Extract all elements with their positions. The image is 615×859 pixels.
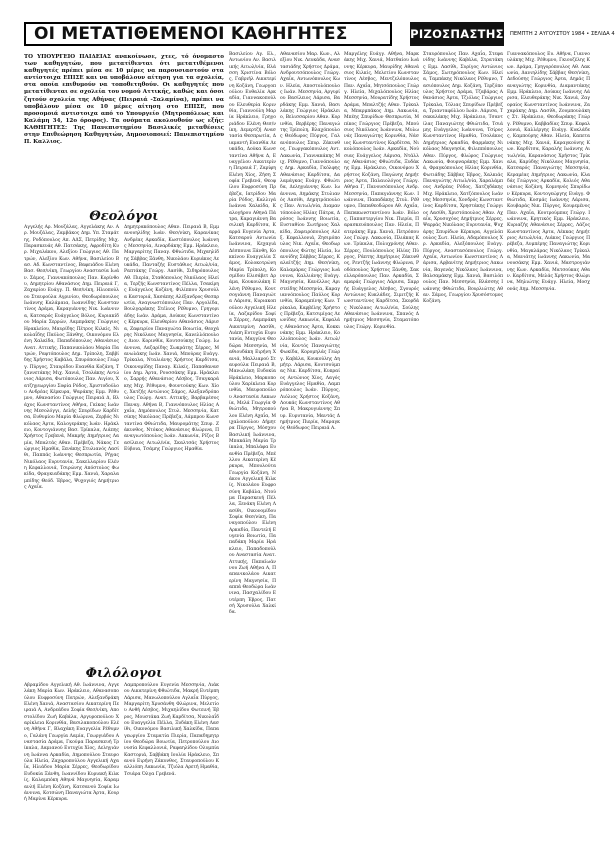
column-5 [344, 52, 419, 852]
name-list: Αγγελής Αρ. Μουζάλας, Αγγελάκης Αν. Αρ. Μουζάλας, Ζαμβάκος Δημ. Υπ. Σταμάτης, Ροδόπουλος Απ. ΑΔΣ, Πετρίδης Μιχ. Παρασκευάς Αθ. Πατσάκης, Αφροδίτη Κυρ. Μιχαλάκου, Αλεξίου Γεώργιος Αθ. Πατρών, Αλεξίου Κων. Αθήνα, Βασιλείου Βασ. Αδ. Κωνσταντίνος, Βαφειάδου Ελένη Βασ. Θεσ/νίκη, Γεωργίου Αναστασία Ιωάν. Σάμος, Γιαννακόπουλος Παν. Κορίνθου, Δημητρίου Αθανάσιος Δημ. Πειραιά Γ, Ζαχαρίου Ευάγγ. Π. Θεσ/νίκη, Ηλιοπούλου Σταυρούλα Αγρινίου, Θεοδωρόπουλος Ιωάννης Καλάμαια, Ιωαννίδης Κωνσταντίνος Δράμα, Καραγιάννης Νικ. Ιωάννινα, Κατσαρός Ευάγγελος Βόλος, Κυριακίδου Μαρία Σερρών, Λαμπράκης Γεώργιος Ηρακλείου, Μαυρίδης Πέτρος Κιλκίς, Νικολαΐδης Παύλος Ξάνθης, Οικονόμου Ελένη Χαλκίδα, Παπαδόπουλος Αθανάσιος Ανατ. Αττικής, Παπανικολάου Μαρία Πατρών, Ραφτόπουλος Δημ. Τρίπολη, Σαββίδης Χρήστος Καβάλα, Σπυρόπουλος Γεώργ. Πύργος, Σταυρίδου Ευανθία Κοζάνη, Τζαννετάκης Μιχ. Χανιά, Τσολάκης Αντώνιος Λάρισα, Φωτόπουλος Παν. Αιγίου, Χατζηγεωργίου Σοφία Ρόδος, Χριστοδούλου Ανδρέας Κέρκυρα, Ψαράκης Εμμ. Ρέθυμνο, Αθανασίου Γεώργιος Πειραιά Δ, Βλάχος Κωνσταντίνος Αθήνα, Γκίκας Ιωάννης Μεσολόγγι, Δελής Σπυρίδων Καρδίτσα, Ευθυμίου Μαρία Φλώρινα, Ζερβός Νικόλαος Άρτα, Καλογεράκης Ιωάν. Ηράκλειο, Κοντογιάννης Βασ. Τρίκαλα, Λιάπης Χρήστος Γρεβενά, Μακρής Δημήτριος Λαμία, Μπαλτάς Αθαν. Πρέβεζα, Νάκος Γεώργιος Ημαθία, Ξενάκης Στυλιανός Λασίθι, Παππάς Ιωάννης Θεσπρωτία, Ρήγας Νικόλαος Ευρυτανία, Σακελλαρίου Ελένη Κεφαλλονιά, Τσιρώνης Απόστολος Φωκίδα, Φραγκιαδάκης Εμμ. Χανιά, Χαραλαμπίδης Θεόδ. Έβρος, Ψυχογιός Δημήτριος Αχαΐα. [24, 225, 120, 491]
name-list: Δημητρακόπουλος Αθαν. Πειραιά Β, Εμμανουηλίδης Ιωάν. Θεσ/νίκη, Καρανίκας Ανδρέας Αρκαδία, Κωστόπουλος Ιωάννης Μεσσηνία, Λιναρδάκης Εμμ. Ηράκλειο, Μαργαρίτης Παναγ. Φθιώτιδα, Μιχαηλίδης Σάββας Ξάνθη, Νικολάου Κυριάκος Λευκάδα, Πανταζής Ευστάθιος Αιτωλ/νία, Ραπτάκης Γεώργ. Λασίθι, Σιδηρόπουλος Αθ. Πιερία, Σταθόπουλος Νικόλαος Ηλεία, Τερζής Κωνσταντίνος Πέλλα, Τσακίρης Ευάγγελος Κοζάνη, Φιλίππου Χρυσούλα Καστοριά, Χασάπης Αλέξανδρος Θεσπρωτία, Αναγνωστόπουλος Παν. Αργολίδα, Βουλγαράκης Στέλιος Ρέθυμνο, Γρηγοριάδης Ιωάν. Δράμα, Δούκας Κωνσταντίνος Κέρκυρα, Ελευθερίου Αθανάσιος Λάρισα, Ζαφειρίου Παναγιώτα Βοιωτία, Θεοχάρης Νικόλαος Μαγνησία, Κανελλόπουλος Διον. Κορινθία, Κουτσούκης Γεώργ. Ιωάννινα, Λαζαρίδης Σωκράτης Σέρρες, Μανωλάκης Ιωάν. Χανιά, Μπούρας Ευάγγ. Τρίκαλα, Νταλιάνης Χρήστος Καρδίτσα, Οικονομίδης Παναγ. Κιλκίς, Παπαθανασίου Δημ. Άρτα, Ρουσσάκης Εμμ. Ηράκλειο, Σαρρής Αθανάσιος Λέσβος, Τσαγκαράκης Μιχ. Ρέθυμνο, Φουντούκης Κων. Χίος, Χατζής Αντώνιος Σάμος, Αλεξανδρόπουλος Γεώργ. Ανατ. Αττικής, Βαρβαρέσος Παναγ. Αθήνα Β, Γιαννόπουλος Ηλίας Αχαΐα, Δημόπουλος Στυλ. Μεσσηνία, Κατσίκης Νικόλαος Πρέβεζα, Λάμπρου Κωνσταντίνα Φθιώτιδα, Μαυρομάτης Σπυρ. Ζάκυνθος, Ντόκος Αθανάσιος Φλώρινα, Παναγιωτόπουλος Ιωάν. Λακωνία, Ρίζος Βασίλειος Αιτωλ/νία, Σκαλτσάς Χρήστος Εύβοια, Τσάμης Γεώργιος Ημαθία. [124, 225, 219, 453]
name-list: Αθανασίου Μαρ. Κων., Αλεξίου Νικ. Λευκάδα, Αναστασιάδης Χρήστος Δράμα, Ανδρουτσόπουλος Γεώργ. Αχαΐα, Αντωνόπουλος Κων. Ηλεία, Αποστολόπουλος Ιωάν. Μεσσηνία, Αργυρίου Βασίλειος Λάρισα, Βαρδάκης Εμμ. Χανιά, Βασιλάκης Γεώργιος Ηράκλειο, Βελισσαρίου Αθαν. Κορινθία, Βερβέρης Παναγιώτης Τρίπολη, Βλαχόπουλος Θεόδωρος Πύργος, Γαλανόπουλος Σπυρ. Ζάκυνθος, Γεωργακόπουλος Αντ. Λακωνία, Γιαννακάκης Μιχ. Ρέθυμνο, Γιαννόπουλος Δημ. Αρκαδία, Γκόλφης Αθανάσιος Καρδίτσα, Δαλαμάγκας Ευάγγ. Φθιώτιδα, Δεληγιάννης Κων. Ιωάννινα, Δημάκης Στυλιανός Λασίθι, Δημητρόπουλος Παν. Αιτωλ/νία, Διαμαντόπουλος Ηλίας Πάτρα, Δρόσος Ιωάννης Βοιωτία, Ευσταθίου Σωτήριος Χαλκίδα, Ζαφειρόπουλος Αλέξ. Κεφαλλονιά, Ζησιμόπουλος Νικ. Αχαΐα, Θεοδωρόπουλος Φώτης Ηλεία, Ιωαννίδης Σάββας Σέρρες, Καλαϊτζής Δημ. Θεσ/νίκη, Καλαμάρας Γεώργιος Ιωάννινα, Καλλιάνης Ευάγγ. Μαγνησία, Κανέλλος Αριστείδης Μεσσηνία, Καραγιαννόπουλος Παύλος Κορινθία, Καραμπίνης Κων. Τρίκαλα, Καρβέλης Χρήστος Πρέβεζα, Κατσιμίγας Λεωνίδας Λακωνία, Κεφαλάς Αθανάσιος Άρτα, Κοκκινάκης Εμμ. Ηράκλειο, Κολλιόπουλος Ιωάν. Αιτωλ/νία, Κοντός Παναγιώτης Φωκίδα, Κορομηλάς Γεώργ. Καβάλα, Κουκούλης Δημήτρ. Λάρισα, Κουτσούμπας Νικ. Καρδίτσα, Κυπραίος Αντώνιος Χίος, Λαγός Ευάγγελος Ημαθία, Λαμπρόπουλος Ιωάν. Πύργος, Λιόλιος Χρήστος Κοζάνη, Λουκάς Κωνσταντίνος Αθήνα Β, Μακρυγιάννης Σπυρ. Ευρυτανία, Μαντάς Δημήτριος Πιερία, Μαραγκός Θεόδωρος Πειραιά Α. [280, 52, 340, 432]
name-list: Μαργέλης Ευάγγ. Αθήνα, Μαρκάκης Μιχ. Χανιά, Ματθαίου Ιωάννης Κέρκυρα, Μαυρίδης Αθανάσιος Κιλκίς, Μελετίου Κωνσταντίνος Λέσβος, Μεντζελόπουλος Παν. Αχαΐα, Μητσόπουλος Γεώργ. Ηλεία, Μιχαλόπουλος Ηλίας Μεσσηνία, Μουρατίδης Χρήστος Δράμα, Μπαλτζής Αθαν. Τρίκαλα, Μπαρμπάκος Δημ. Λακωνία, Μπέης Σπυρίδων Θεσπρωτία, Μπίκος Γεώργιος Πρέβεζα, Μπούσιος Νικόλαος Ιωάννινα, Μυλωνάς Παναγιώτης Κορινθία, Νάσιος Κωνσταντίνος Καρδίτσα, Νικολόπουλος Ιωάν. Αρκαδία, Νούσιας Ευάγγελος Λάρισα, Ντάλλας Αθανάσιος Φθιώτιδα, Ξυδάκης Εμμ. Ηράκλειο, Οικονόμου Χρήστος Κοζάνη, Παγώνης Δημήτριος Άρτα, Παλαιολόγος Γεώργ. Αθήνα Γ, Πανουσόπουλος Ανδρ. Μεσσηνία, Παπαγιάννης Κων. Ιωάννινα, Παπαδάκης Στυλ. Ρέθυμνο, Παπαθεοδώρου Αθ. Αχαΐα, Παπακωνσταντίνου Ιωάν. Βόλος, Παπαστεργίου Νικ. Πιερία, Παρασκευόπουλος Παν. Ηλεία, Πατεράκης Εμμ. Χανιά, Πετρόπουλος Γεώργ. Λακωνία, Πλιάκας Κων. Τρίκαλα, Πολυχρόνης Αθαν. Σέρρες, Πουλόπουλος Ηλίας Πύργος, Ράπτης Δημήτριος Ζάκυνθος, Ρεντζής Ιωάννης Φλώρινα, Ροδόπουλος Χρήστος Ξάνθη, Σακελλαρόπουλος Παν. Αρκαδία, Σαμαράς Γεώργιος Λάρισα, Σαρρής Ευάγγελος Λέσβος, Σγουρός Αντώνιος Κυκλάδες, Σιμιτζής Κωνσταντίνος Καρδίτσα, Σκορδάς Νικόλαος Αιτωλ/νία, Σούλης Αθανάσιος Ιωάννινα, Σπανός Δημήτριος Μεσσηνία, Σταματόπουλος Γεώργ. Κορινθία. [344, 52, 419, 330]
column-1-upper [24, 225, 119, 653]
issue-date-page: ΠΕΜΠΤΗ 2 ΑΥΓΟΥΣΤΟΥ 1984 • ΣΕΛΙΔΑ 4 [510, 31, 615, 37]
newspaper-masthead: ΡΙΖΟΣΠΑΣΤΗΣ [410, 22, 504, 46]
page-header [24, 22, 615, 46]
name-list: Βασιλείου Αγ. Ελ., Αντωνίου Αν. Βασιλικής Αιτωλ/νία, Βλάσση Χριστίνα Βόλος, Γαβριήλ Αικατερίνη Κοζάνη, Γεωργοπούλου Ευθαλία Αρκαδία, Γιαννακοπούλου Ελευθερία Κορινθία, Γιαννούλη Μαρία Ηράκλειο, Γρηγοριάδου Ελένη Θεσ/νίκη, Δεμερτζή Αναστασία Θεσπρωτία, Διαμαντή Ευανθία Λευκάδα, Δούκα Κωνσταντίνα Αθήνα Δ, Ευαγγέλου Αικατερίνη Πειραιά Γ, Ζαρίφη Ελένη Χίος, Ζήση Σοφία Γρεβενά, Θεοφίλου Ευφροσύνη Πρέβεζα, Ιατρίδου Μαρία Ρόδος, Καλλιγά Ιωάννα Χαλκίδα, Καλογήρου Αθηνά Πάτρα, Καραγιάννη Βασιλική Καρδίτσα, Καρρά Ευγενία Άρτα, Κατσαρού Αντωνία Ιωάννινα, Κεχαγιά Δέσποινα Ξάνθη, Κοκκίνου Ευαγγελία Σάμος, Κολοκοτρώνη Μαρία Τρίπολη, Κοσμίδου Ελισάβετ Δράμα, Κουκουλάκη Ελένη Ρέθυμνο, Κουτσογιάννη Παναγιώτα Λάρισα, Κυριακοπούλου Αγγελική Ηλεία, Λαζαρίδου Σοφία Σέρρες, Λαμπράκη Αικατερίνη Λασίθι, Λιάπη Ευτυχία Ευρυτανία, Μαγγίνα Θεοδώρα Μεσσηνία, Μαθιουδάκη Ειρήνη Χανιά, Μαλλιαρού Σταυρούλα Πειραιά Β, Μανωλάκη Ευδοκία Ηράκλειο, Μαρκοπούλου Χαρίκλεια Κορινθία, Μαυροπούλου Αναστασία Λακωνία, Μελά Γεωργία Φθιώτιδα, Μητροπούλου Ελένη Αχαΐα, Μιχαλοπούλου Δήμητρα Πύργος, Μόσχου Βασιλική Ιωάννινα, Μπακάλη Μαρία Τρίκαλα, Μπαλάφα Ευανθία Πρέβεζα, Μπέλλου Αικατερίνη Κέρκυρα, Μπουλούτα Γεωργία Κοζάνη, Νάκου Αγγελική Κιλκίς, Νικολάου Ευφροσύνη Καβάλα, Ντούμα Παρασκευή Πέλλα, Ξενάκη Ελένη Λασίθι, Οικονομίδου Σοφία Θεσ/νίκη, Παναγοπούλου Ελένη Αρκαδία, Παντελή Ευγενία Βοιωτία, Παπαδάκη Μαρία Ηράκλειο, Παπαδοπούλου Αναστασία Ανατ. Αττικής, Παπαϊωάννου Ζωή Αθήνα Α, Παπανικολάου Αικατερίνη Μαγνησία, Παππά Θεοδώρα Ιωάννινα, Πασχαλίδου Ευτέρπη Έβρος, Πατσή Χρυσούλα Χαλκίδα. [229, 52, 276, 616]
name-list: Γιαννακόπουλος Ευ. Αθήνα, Γιαννουλάκης Μιχ. Ρέθυμνο, Γκιουζέλης Κων. Δράμα, Γρηγορόπουλος Αθ. Λακωνία, Δανιηλίδης Σάββας Θεσ/νίκη, Δεδούσης Γεώργιος Άρτα, Δημάς Παναγιώτης Κορινθία, Διαμαντάκης Εμμ. Ηράκλειο, Δούκας Ιωάννης Λάρισα, Ελευθεράκης Νικ. Χανιά, Ζαγοραίος Κωνσταντίνος Ιωάννινα, Ζαχαράκης Δημ. Λασίθι, Ζουμπουλάκης Στ. Ηράκλειο, Θεοδωράκης Γεώργ. Ρέθυμνο, Καββαδίας Σπυρ. Κεφαλλονιά, Καλλέργης Ευάγγ. Κυκλάδες, Καμπούρης Αθαν. Ηλεία, Καπετανάκης Μιχ. Χανιά, Καραγκούνης Κων. Καρδίτσα, Καραλής Ιωάννης Αιτωλ/νία, Καρανάσιος Χρήστος Τρίκαλα, Καρύδης Νικόλαος Μαγνησία, Κατσαρός Παναγιώτης Μεσσηνία, Κεραμέας Δημήτριος Λακωνία, Κλαδάς Γεώργιος Αρκαδία, Κολιός Αθανάσιος Κοζάνη, Κομνηνός Σπυρίδων Κέρκυρα, Κοντογεώργης Ευάγγ. Φθιώτιδα, Κοσμάς Ιωάννης Λάρισα, Κουβαράς Νικ. Πύργος, Κουρεμένος Παν. Αχαΐα, Κουτρούμπας Γεώργ. Ιωάννινα, Κρητικός Εμμ. Ηράκλειο, Κυριαζής Αθανάσιος Σέρρες, Λάζος Κωνσταντίνος Άρτα, Λέκκας Δημήτριος Αιτωλ/νία, Λιάκος Γεώργιος Πρέβεζα, Λυμπέρης Παναγιώτης Κορινθία, Μαγκλάρας Νικόλαος Τρίκαλα, Μανιάτης Ιωάννης Λακωνία, Μανουσάκης Εμμ. Χανιά, Μαστρογιάννης Κων. Αρκαδία, Ματσούκας Αθαν. Καρδίτσα, Μελάς Χρήστος Φλώρινα, Μηλιώτης Ευάγγ. Ηλεία, Μοσχονάς Δημ. Μεσσηνία. [507, 52, 590, 292]
article-headline: ΟΙ ΜΕΤΑΤΙΘΕΜΕΝΟΙ ΚΑΘΗΓΗΤΕΣ [24, 22, 392, 46]
name-list: Αβραμίδου Αγγελική Αθ. Ιωάννινα, Αγγελάκη Μαρία Κων. Ηράκλειο, Αθανασοπούλου Ευφροσύνη Πατρών, Αλεξανδράκη Ελένη Χανιά, Αναστασίου Αικατερίνη Πειραιά Α, Ανδρεάδου Σοφία Θεσ/νίκη, Αποστολίδου Ζωή Καβάλα, Αργυροπούλου Χαρίκλεια Κορινθία, Βασιλακοπούλου Ελένη Αθήνα Γ, Βλαχάκη Ευαγγελία Ρέθυμνο, Γαλάνη Γεωργία Λαμία, Γεωργιάδου Αναστασία Δράμα, Γκούμα Παρασκευή Τρίκαλα, Δαμιανού Ευτυχία Χίος, Δεληγιάννη Ιωάννα Αρκαδία, Δημοπούλου Σταυρούλα Ηλεία, Ζαχαροπούλου Αγγελική Αχαΐα, Ηλιάδου Μαρία Σέρρες, Θεοδωρίδου Ευδοκία Ξάνθη, Ιωαννίδου Κυριακή Κιλκίς, Καλαμπόκη Αθηνά Μαγνησία, Καραμανλή Ελένη Κοζάνη, Κατσανού Σοφία Ιωάννινα, Κοτσώνη Παναγιώτα Άρτα, Κουρή Μαρίνα Κέρκυρα. [24, 683, 119, 803]
column-7 [507, 52, 590, 852]
name-list: Λαμπροπούλου Ευγενία Μεσσηνία, Λιάκου Αικατερίνη Φθιώτιδα, Μακρή Ευτέρπη Λάρισα, Μανωλοπούλου Αγλαΐα Πύργος, Μαργαρίτη Χρυσάνθη Φλώρινα, Μελετίου Ανθή Λέσβος, Μιχαηλίδου Φωτεινή Έβρος, Μουστάκα Ζωή Καρδίτσα, Νικολαΐδου Ευαγγελία Πέλλα, Ξυδάκη Ελένη Λασίθι, Οικονόμου Βασιλική Χαλκίδα, Παπαγεωργίου Σταματία Πιερία, Παπαδημητρίου Θεοδώρα Βοιωτία, Πετροπούλου Διονυσία Κεφαλλονιά, Ραφαηλίδου Ολυμπία Καστοριά, Σαββάκη Ιουλία Ηράκλειο, Σπανού Ειρήνη Ζάκυνθος, Σταυροπούλου Καλλιόπη Λακωνία, Τζιόλα Αρετή Ημαθία, Τσιάρα Όλγα Γρεβενά. [124, 683, 219, 777]
intro-paragraph: ΤΟ ΥΠΟΥΡΓΕΙΟ ΠΑΙΔΕΙΑΣ ανακοίνωσε, χτες, τό όνομαστο των καθηγητών, που μετατίθενται ότι μετατιθέμενοι καθηγητές πρέπει μέσα σε 10 μέρες να παρουσιαστούν στα αντίστοιχα ΕΠΙΣΕ και να υποβάλουν αίτηση για τα σχολεία, στα οποία επιθυμούν να τοποθετηθούν. Οι καθηγητές που μετατίθενται σε σχολεία του νομού Αττικής, καθώς και όσοι ζητούν σχολεία της Αθήνας (Πειραιά -Σαλαμίνα), πρέπει να υποβάλουν μέσα σε 10 μέρες αίτηση στο ΕΠΙΣΕ, που προσομοιά αντιστοιχα από το Υπουργείο (Μητροπόλεως και Καλάμη 34, 12ο όροφος). Τα ονόματα ακολουθούν ως εξής: ΚΑΘΗΓΗΤΕΣ: Της Πανεπιστημίου Βασιλικές μεταθέσεις στην Επιθεώρηση Καθηγητών, Δημοσιοποιεί: Πανεπιστημίου Π. Καλλιος. [24, 54, 224, 146]
column-2-lower [124, 683, 219, 851]
column-1-lower [24, 683, 119, 851]
column-2-upper [124, 225, 219, 653]
section-heading-filologoi: Φιλόλογοι [85, 666, 163, 681]
column-4 [280, 52, 340, 852]
name-list: Σταυρόπουλος Παν. Αχαΐα, Στεφανίδης Ιωάννης Καβάλα, Στρατάκης Εμμ. Λασίθι, Συρίγος Αντώνιος Σάμος, Σωτηρόπουλος Κων. Ηλεία, Ταμπάκης Νικόλαος Ρέθυμνο, Τασιόπουλος Δημ. Κοζάνη, Τερζόπουλος Χρήστος Δράμα, Τζαβάρας Αθανάσιος Άρτα, Τζιόλας Γεώργιος Τρίκαλα, Τόλιας Σπυρίδων Πρέβεζα, Τριανταφύλλου Ιωάν. Λάρισα, Τσακαλάκης Μιχ. Ηράκλειο, Τσαντίλας Παναγιώτης Φθιώτιδα, Τσιάμης Ευάγγελος Ιωάννινα, Τσίρος Κωνσταντίνος Ημαθία, Τσολάκος Δημήτριος Αρκαδία, Φαρμάκης Νικόλαος Μαγνησία, Φιλιππόπουλος Αθαν. Πύργος, Φλώρος Γεώργιος Λακωνία, Φουρναράκης Εμμ. Χανιά, Φραγκόπουλος Ηλίας Κορινθία, Φωτιάδης Σάββας Έβρος, Χαλκιάς Παναγιώτης Αιτωλ/νία, Χαραλάμπους Ανδρέας Ρόδος, Χατζηδάκης Μιχ. Ηράκλειο, Χατζόπουλος Ιωάννης Μεσσηνία, Χονδρός Κωνσταντίνος Καρδίτσα, Χρηστάκης Γεώργιος Λασίθι, Χριστόπουλος Αθαν. Αχαΐα, Χρυσοχόος Δημήτριος Σέρρες, Ψαρράς Νικόλαος Ευρυτανία, Ψυχάρης Σπυρίδων Κέρκυρα, Αγγελόπουλος Σωτ. Ηλεία, Αδαμόπουλος Χρ. Αρκαδία, Αλεξόπουλος Ευάγγ. Πύργος, Αναστασόπουλος Γεώργ. Αχαΐα, Αντωνίου Κωνσταντίνος Λάρισα, Αρβανίτης Δημήτριος Λακωνία, Βαγενάς Νικόλαος Ιωάννινα, Βαλσαμάκης Εμμ. Χανιά, Βασιλόπουλος Παν. Μεσσηνία, Βλάσσης Ιωάννης Φθιώτιδα, Βουρλιώτης Αθαν. Σάμος, Γεωργίου Χρυσόστομος Κοζάνη. [423, 52, 503, 305]
section-heading-theologoi: Θεολόγοι [89, 209, 159, 224]
column-3 [229, 52, 276, 852]
column-6 [423, 52, 503, 852]
